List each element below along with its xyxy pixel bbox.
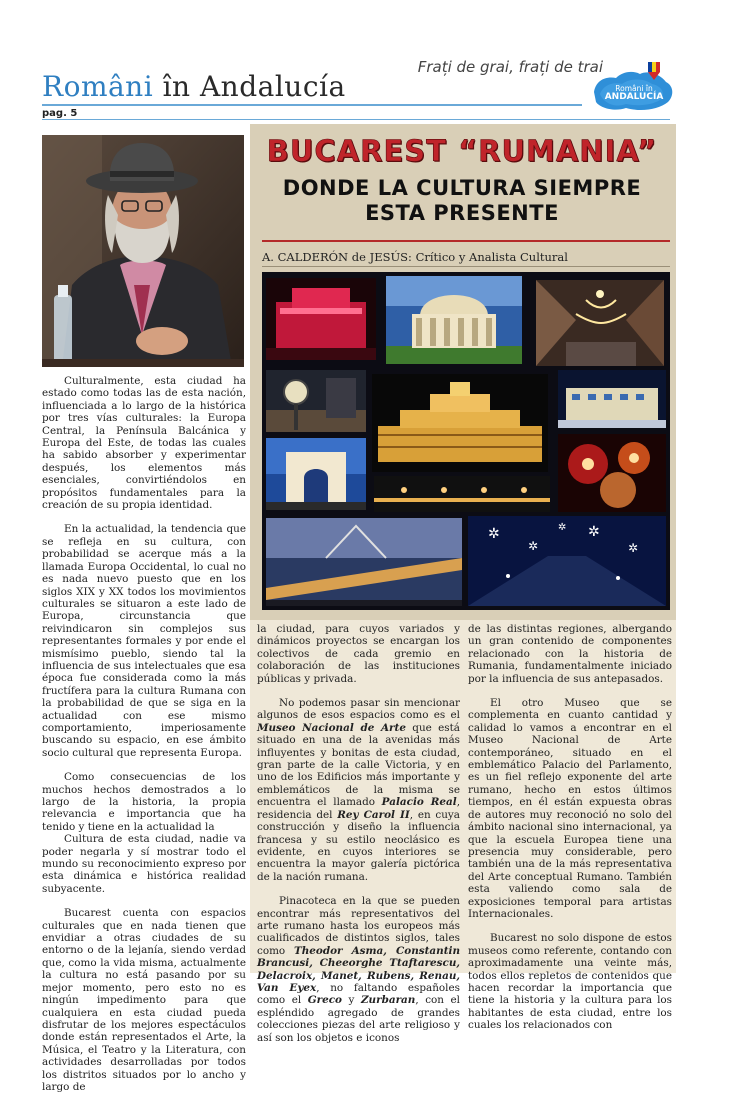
masthead (42, 70, 346, 103)
col2-p2-palacio: Palacio Real (381, 796, 457, 809)
col2-paragraph-2 (257, 697, 460, 883)
byline: A. CALDERÓN de JESÚS: Crítico y Analista Cultural (262, 250, 568, 264)
col1-paragraph-3a: Como consecuencias de los muchos hechos demostrados a lo largo de la historia, la propia relevancia e importancia que ha tenido y tiene en la actualidad la (42, 771, 246, 833)
col2-p2-rey: Rey Carol II (337, 808, 410, 821)
col1-paragraph-3b: Cultura de esta ciudad, nadie va poder negarla y sí mostrar todo el mundo su reconocimiento expreso por esta dinámica e histórica realidad subyacente. (42, 833, 246, 895)
col3-paragraph-3: Bucarest no solo dispone de estos museos como referente, contando con aproximadamente una veinte más, todos ellos repletos de contenidos que hacen recordar la importancia que tiene la historia y la cultura para los habitantes de esta ciudad, entre los cuales los relacionados con (468, 932, 672, 1032)
col2-paragraph-1: la ciudad, para cuyos variados y dinámicos proyectos se encargan los colectivos de cada gremio en colaboración de las instituciones públicas y privada. (257, 623, 460, 685)
header-rule-thin (42, 119, 670, 120)
col1-paragraph-2: En la actualidad, la tendencia que se refleja en su cultura, con probabilidad se acerque más a la llamada Europa Occidental, lo cual no es nada nuevo puesto que en los siglos XIX y XX todos los movimientos culturales se situaron a este lado de Europa, circunstancia que reivindicaron sin complejos sus representantes formales y por ende el mismísimo pueblo, siendo tal la influencia de sus intelectuales que esa época fue considerada como la más fructífera para la cultura Rumana con la probabilidad de que se siga en la actualidad con ese mismo comportamiento, imperiosamente buscando su espacio, en ese ámbito socio cultural que representa Europa. (42, 523, 246, 759)
masthead-andalucia: în Andalucía (153, 70, 346, 103)
text-column-3 (468, 623, 672, 1044)
photo-boulevard-lights (374, 476, 550, 512)
col2-p2-museo: Museo Nacional de Arte (257, 721, 406, 734)
svg-text:✲: ✲ (588, 524, 600, 540)
photo-bridge-dusk (266, 518, 462, 606)
col2-p3-artists: Theodor Asma, Constantin Brancusi, Cheeorghe Ttaftarescu, Delacroix, Manet, Rubens, Renau, Van Eyex (257, 944, 460, 994)
article-subtitle-line-1: DONDE LA CULTURA SIEMPRE (282, 176, 642, 200)
byline-rule (262, 266, 670, 267)
col2-p2-text-b: que está situado en una de la avenidas más influyentes y bonitas de esta ciudad, gran parte de la calle Victoria, y en uno de los Edificios más importante y emblemáticos de la misma se encuentra el llamado (257, 721, 461, 809)
col2-p3-greco: Greco (307, 994, 342, 1007)
svg-text:✲: ✲ (528, 539, 539, 553)
col2-p3-text-d: , con el espléndido agregado de grandes colecciones piezas del arte religioso y así son los objetos e iconos (257, 994, 460, 1044)
col2-p3-text-c: y (341, 994, 361, 1007)
photo-street-clock (266, 370, 366, 432)
col2-p3-text-b: , no faltando españoles como el (257, 981, 460, 1007)
author-photo (42, 135, 244, 367)
photo-palace-of-parliament (372, 374, 548, 472)
col1-paragraph-1: Culturalmente, esta ciudad ha estado como todas las de esta nación, influenciada a lo largo de la histórica por tres vías culturales: la Europa Central, la Península Balcánica y Europa del Este, de todas las cuales ha sabido absorber y experimentar después, los elementos más esenciales, convirtiéndolos en propósitos fundamentales para la creación de su propia identidad. (42, 375, 246, 512)
text-column-1 (42, 375, 246, 1105)
photo-snowflake-lights (468, 516, 666, 606)
photo-romanian-athenaeum (386, 276, 522, 364)
text-column-2 (257, 623, 460, 1056)
col2-p3-zurbaran: Zurbaran (360, 994, 416, 1007)
masthead-romani: Români (42, 70, 154, 103)
col2-p2-text-a: No podemos pasar sin mencionar algunos de esos espacios como es el (257, 697, 460, 722)
svg-text:✲: ✲ (488, 526, 500, 542)
logo-line-1: Români în (615, 84, 653, 93)
title-rule (262, 240, 670, 242)
col2-p2-text-d: , en cuya construcción y diseño la influencia francesa y su estilo neoclásico es evidente, en cuyos interiores se encuentra la mayor galería pictórica de la nación rumana. (257, 808, 460, 883)
photo-fireworks (558, 434, 666, 512)
photo-christmas-street (536, 280, 664, 366)
photo-arch-of-triumph (266, 438, 366, 510)
col2-paragraph-3 (257, 895, 460, 1044)
col3-paragraph-1: de las distintas regiones, albergando un gran contenido de componentes relacionado con la historia de Rumania, fundamentalmente iniciado por la influencia de sus antepasados. (468, 623, 672, 685)
svg-text:✲: ✲ (628, 541, 639, 555)
photo-red-lights-building (266, 278, 376, 360)
logo-line-2: ANDALUCÍA (604, 92, 664, 102)
col2-p3-text-a: Pinacoteca en la que se pueden encontrar más representativos del arte rumano hasta los europeos más cualificados de distintos siglos, tales como (257, 895, 460, 957)
header-rule (42, 104, 582, 106)
col2-p2-text-c: , residencia del (257, 796, 460, 821)
tagline: Frați de grai, frați de trai (417, 58, 603, 76)
article-subtitle (252, 176, 672, 226)
svg-text:✲: ✲ (558, 522, 567, 533)
photo-lit-building-night (558, 370, 666, 428)
logo-text (598, 84, 670, 102)
col1-paragraph-4: Bucarest cuenta con espacios culturales que en nada tienen que envidiar a otras ciudades de su entorno o de la lejanía, siendo verdad que, como la vida misma, actualmente la cultura no está pasando por su mejor momento, pero esto no es ningún impedimento para que cualquiera en esta ciudad pueda disfrutar de los mejores espectáculos donde están representados el Arte, la Música, el Teatro y la Literatura, con actividades desarrolladas por todos los distritos situados por lo ancho y largo de (42, 907, 246, 1093)
article-title: BUCAREST “RUMANIA” (266, 134, 658, 168)
article-subtitle-line-2: ESTA PRESENTE (365, 201, 559, 225)
page-number: pag. 5 (42, 108, 78, 119)
col3-paragraph-2: El otro Museo que se complementa en cuanto cantidad y calidad lo vamos a encontrar en el Museo Nacional de Arte contemporáneo, situado en el emblemático Palacio del Parlamento, es un fiel reflejo exponente del arte rumano, hecho en estos últimos tiempos, en él están expuesta obras de autores muy reconoció no solo del ámbito nacional sino internacional, ya que la escuela Europea tiene una presencia muy considerable, pero también una de la más representativa del Arte conceptual Rumano. También esta valiendo como sala de exposiciones temporal para artistas Internacionales. (468, 697, 672, 920)
bucharest-photo-collage (262, 272, 670, 610)
